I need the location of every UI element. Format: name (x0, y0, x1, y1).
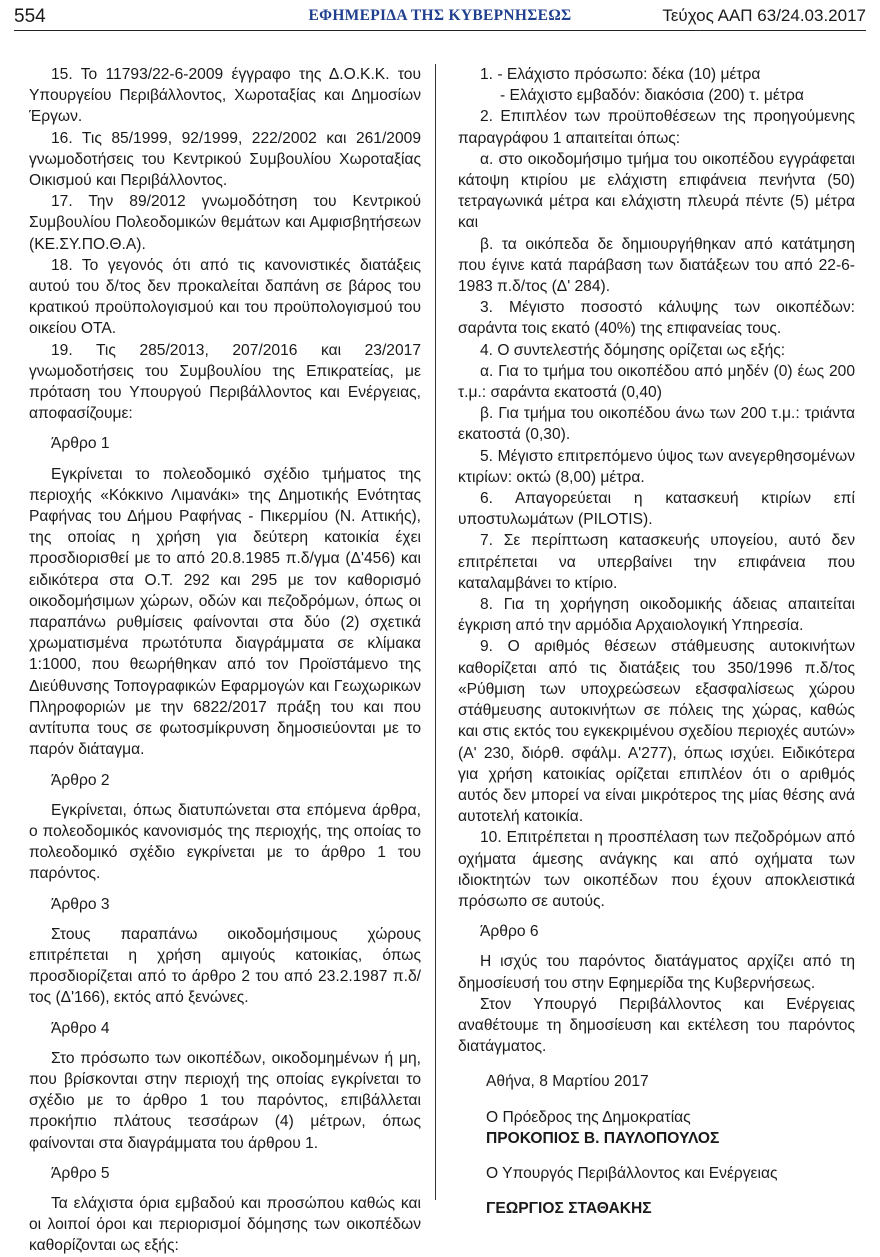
paragraph: 2. Επιπλέον των προϋποθέσεων της προηγούμενης παραγράφου 1 απαιτείται όπως: (458, 108, 855, 147)
minister-name: ΓΕΩΡΓΙΟΣ ΣΤΑΘΑΚΗΣ (486, 1200, 652, 1218)
article-heading: Άρθρο 5 (51, 1164, 110, 1182)
article-heading: Άρθρο 2 (51, 771, 110, 789)
paragraph: 10. Επιτρέπεται η προσπέλαση των πεζοδρόμων από οχήματα άμεσης ανάγκης και από οχήματα των ιδιοκτητών των οικοπέδων που έχουν αποκλειστικά πρόσωπο σε αυτούς. (458, 829, 855, 910)
article-text: Στους παραπάνω οικοδομήσιμους χώρους επιτρέπεται η χρήση αμιγούς κατοικίας, όπως προσδιορίζεται από το άρθρο 2 του από 23.2.1987 π.δ/τος (Δ'166), εκτός από ξενώνες. (29, 925, 421, 1007)
journal-title: ΕΦΗΜΕΡΙΔΑ ΤΗΣ ΚΥΒΕΡΝΗΣΕΩΣ (308, 7, 572, 24)
article-heading: Άρθρο 3 (51, 895, 110, 913)
paragraph: 5. Μέγιστο επιτρεπόμενο ύψος των ανεγερθησομένων κτιρίων: οκτώ (8,00) μέτρα. (458, 447, 855, 486)
paragraph: 19. Τις 285/2013, 207/2016 και 23/2017 γνωμοδοτήσεις του Συμβουλίου της Επικρατείας, με πρόταση του Υπουργού Περιβάλλοντος και Ενέργειας, αποφασίζουμε: (29, 341, 421, 423)
paragraph: - Ελάχιστο εμβαδόν: διακόσια (200) τ. μέτρα (500, 87, 804, 105)
president-title: Ο Πρόεδρος της Δημοκρατίας (486, 1108, 691, 1126)
paragraph: β. τα οικόπεδα δε δημιουργήθηκαν από κατάτμηση που έγινε κατά παράβαση των διατάξεων του από 22-6-1983 π.δ/τος (Δ' 284). (458, 235, 855, 296)
minister-title: Ο Υπουργός Περιβάλλοντος και Ενέργειας (486, 1164, 778, 1182)
article-text: Εγκρίνεται, όπως διατυπώνεται στα επόμενα άρθρα, ο πολεοδομικός κανονισμός της περιοχής, της οποίας το πολεοδομικό σχέδιο εγκρίνεται με το άρθρο 1 του παρόντος. (29, 801, 421, 883)
page-number: 554 (14, 6, 46, 27)
paragraph: 15. Το 11793/22-6-2009 έγγραφο της Δ.Ο.Κ.Κ. του Υπουργείου Περιβάλλοντος, Χωροταξίας και Δημοσίων Έργων. (29, 66, 421, 126)
paragraph: 1. - Ελάχιστο πρόσωπο: δέκα (10) μέτρα (480, 66, 761, 83)
paragraph: 3. Μέγιστο ποσοστό κάλυψης των οικοπέδων: σαράντα τοις εκατό (40%) της επιφανείας τους. (458, 299, 855, 338)
paragraph: 6. Απαγορεύεται η κατασκευή κτιρίων επί υποστυλωμάτων (PILOTIS). (458, 490, 855, 529)
article-text: Τα ελάχιστα όρια εμβαδού και προσώπου καθώς και οι λοιποί όροι και περιορισμοί δόμησης των οικοπέδων καθορίζονται ως εξής: (29, 1194, 421, 1255)
signing-date: Αθήνα, 8 Μαρτίου 2017 (486, 1073, 649, 1091)
left-column (29, 64, 421, 1257)
paragraph: 9. Ο αριθμός θέσεων στάθμευσης αυτοκινήτων καθορίζεται από τις διατάξεις του 350/1996 π.δ/τος «Ρύθμιση των υποχρεώσεων εξασφαλίσεως χώρου στάθμευσης αυτοκινήτων σε πόλεις της χώρας, καθώς και στις εκτός του εγκεκριμένου σχεδίου περιοχές αυτών» (Α' 230, διόρθ. σφάλμ. Α'277), όπως ισχύει. Ειδικότερα για χρήση κατοικίας ορίζεται επιπλέον ότι ο αριθμός αυτός δεν μπορεί να είναι μικρότερος της μίας θέσης ανά αυτοτελή κατοικία. (458, 638, 855, 826)
column-divider (435, 64, 436, 1200)
paragraph: β. Για τμήμα του οικοπέδου άνω των 200 τ.μ.: τριάντα εκατοστά (0,30). (458, 405, 855, 444)
right-column (458, 64, 855, 1219)
article-text: Η ισχύς του παρόντος διατάγματος αρχίζει από τη δημοσίευσή του στην Εφημερίδα της Κυβερνήσεως. (458, 953, 855, 992)
issue-number: Τεύχος ΑΑΠ 63/24.03.2017 (662, 6, 866, 25)
paragraph: 4. Ο συντελεστής δόμησης ορίζεται ως εξής: (480, 341, 786, 359)
paragraph: 8. Για τη χορήγηση οικοδομικής άδειας απαιτείται έγκριση από την αρμόδια Αρχαιολογική Υπηρεσία. (458, 596, 855, 635)
paragraph: 7. Σε περίπτωση κατασκευής υπογείου, αυτό δεν επιτρέπεται να υπερβαίνει την επιφάνεια που καταλαμβάνει το κτίριο. (458, 532, 855, 592)
article-text: Εγκρίνεται το πολεοδομικό σχέδιο τμήματος της περιοχής «Κόκκινο Λιμανάκι» της Δημοτικής Ενότητας Ραφήνας του Δήμου Ραφήνας - Πικερμίου (Ν. Αττικής), της οποίας η χρήση για δεύτερη κατοικία έχει προσδιορισθεί με το από 20.8.1985 π.δ/γμα (Δ'456) και ειδικότερα στα Ο.Τ. 292 και 295 με τον καθορισμό οικοδομήσιμων χώρων, οδών και πεζοδρόμων, όπως οι παραπάνω ρυθμίσεις φαίνονται στα δύο (2) σχετικά χρωματισμένα πρωτότυπα διαγράμματα σε κλίμακα 1:1000, που θεωρήθηκαν από τον Προϊστάμενο της Διεύθυνσης Τοπογραφικών Εφαρμογών και Γεωχωρικων Πληροφοριών με την 6822/2017 πράξη του και που αντίτυπα τους σε φωτοσμίκρυνση δημοσιεύονται με το παρόν διάταγμα. (29, 465, 421, 759)
paragraph: 16. Τις 85/1999, 92/1999, 222/2002 και 261/2009 γνωμοδοτήσεις του Κεντρικού Συμβουλίου Χωροταξίας Οικισμού και Περιβάλλοντος. (29, 129, 421, 190)
paragraph: 17. Την 89/2012 γνωμοδότηση του Κεντρικού Συμβουλίου Πολεοδομικών θεμάτων και Αμφισβητήσεων (ΚΕ.ΣΥ.ΠΟ.Θ.Α). (29, 193, 421, 253)
paragraph: α. Για το τμήμα του οικοπέδου από μηδέν (0) έως 200 τ.μ.: σαράντα εκατοστά (0,40) (458, 362, 855, 402)
article-text: Στο πρόσωπο των οικοπέδων, οικοδομημένων ή μη, που βρίσκονται στην περιοχή της οποίας εγκρίνεται το σχέδιο με το άρθρο 1 του παρόντος, επιβάλλεται προκήπιο πλάτους τεσσάρων (4) μέτρων, όπως φαίνονται στα διαγράμματα του άρθρου 1. (29, 1049, 421, 1152)
president-name: ΠΡΟΚΟΠΙΟΣ Β. ΠΑΥΛΟΠΟΥΛΟΣ (486, 1129, 720, 1147)
article-heading: Άρθρο 1 (51, 435, 110, 453)
paragraph: α. στο οικοδομήσιμο τμήμα του οικοπέδου εγγράφεται κάτοψη κτιρίου με ελάχιστη επιφάνεια πενήντα (50) τετραγωνικά μέτρα και ελάχιστη πλευρά πέντε (5) μέτρα και (458, 150, 855, 232)
article-text: Στον Υπουργό Περιβάλλοντος και Ενέργειας αναθέτουμε τη δημοσίευση και εκτέλεση του παρόντος διατάγματος. (458, 995, 855, 1056)
paragraph: 18. Το γεγονός ότι από τις κανονιστικές διατάξεις αυτού του δ/τος δεν προκαλείται δαπάνη σε βάρος του κρατικού προϋπολογισμού και του προϋπολογισμού του οικείου ΟΤΑ. (29, 256, 421, 338)
article-heading: Άρθρο 6 (480, 923, 539, 941)
article-heading: Άρθρο 4 (51, 1019, 110, 1037)
page-header (14, 4, 866, 31)
